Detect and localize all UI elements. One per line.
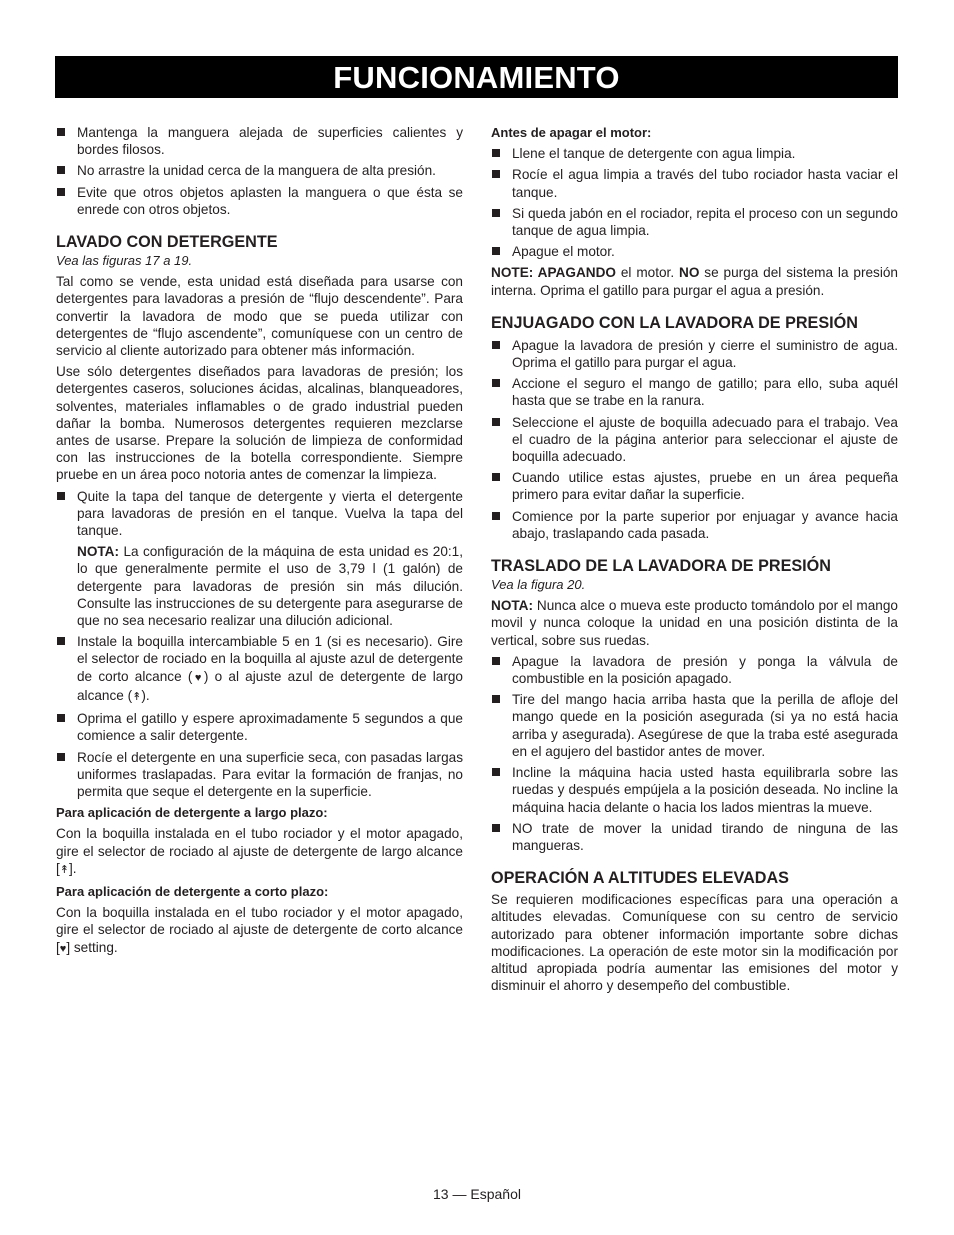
page-number: 13 — Español bbox=[433, 1186, 521, 1202]
figure-reference: Vea las figuras 17 a 19. bbox=[56, 253, 193, 269]
note-paragraph bbox=[491, 264, 898, 298]
section-heading-lavado: LAVADO CON DETERGENTE bbox=[56, 233, 278, 252]
paragraph: Use sólo detergentes diseñados para lavadoras de presión; los detergentes caseros, soluciones ácidas, alcalinas, blanqueadores, solventes, materiales inflamables o de grado industrial pueden dañar la bomba. Numerosos detergentes requieren mezclarse antes de usarse. Prepare la solución de limpieza de conformidad con las instrucciones de la botella correspondiente. Siempre pruebe en un área poco notoria antes de comenzar la limpieza. bbox=[56, 364, 463, 483]
list-item: Seleccione el ajuste de boquilla adecuado para el trabajo. Vea el cuadro de la página anterior para seleccionar el ajuste de boquilla adecuado. bbox=[491, 414, 898, 466]
lavado-bullet-list bbox=[56, 488, 463, 540]
list-item-text: ) o al ajuste azul de detergente de largo alcance ( bbox=[77, 668, 463, 703]
section-heading-enjuagado: ENJUAGADO CON LA LAVADORA DE PRESIÓN bbox=[491, 313, 858, 332]
list-item: Oprima el gatillo y espere aproximadamente 5 segundos a que comience a salir detergente. bbox=[56, 710, 463, 744]
page-title: FUNCIONAMIENTO bbox=[55, 56, 898, 98]
list-item: Comience por la parte superior por enjuagar y avance hacia abajo, traslapando cada pasada. bbox=[491, 508, 898, 542]
note-emphasis: NO bbox=[679, 265, 700, 281]
note-label: NOTE: APAGANDO bbox=[491, 265, 616, 281]
list-item: Rocíe el detergente en una superficie seca, con pasadas largas uniformes traslapadas. Para evitar la formación de franjas, no permita que seque el detergente en la superficie. bbox=[56, 749, 463, 801]
left-column bbox=[56, 124, 463, 962]
note-label: NOTA: bbox=[77, 544, 120, 560]
paragraph: Tal como se vende, esta unidad está diseñada para usarse con detergentes para lavadoras a presión de “flujo descendente”. Para convertir la lavadora de modo que se pueda utilizar con detergentes de “flujo ascendente”, comuníquese con un centro de servicio al cliente autorizado para obtener más información. bbox=[56, 274, 463, 359]
subheading-antes: Antes de apagar el motor: bbox=[491, 125, 652, 140]
enjuagado-bullet-list bbox=[491, 337, 898, 542]
paragraph-text: Con la boquilla instalada en el tubo rociador y el motor apagado, gire el selector de rociado al ajuste de detergente de corto alcance [ bbox=[56, 905, 463, 955]
paragraph-text: ] setting. bbox=[66, 939, 118, 955]
note-text: La configuración de la máquina de esta unidad es 20:1, lo que generalmente permite el uso de 3,79 l (1 galón) de detergente para lavadoras de presión sin más dilución. Consulte las instrucciones de su detergente para asegurarse de que no sea necesario realizar una dilución adicional. bbox=[77, 544, 464, 629]
list-item: NO trate de mover la unidad tirando de ninguna de las mangueras. bbox=[491, 820, 898, 854]
short-range-detergent-icon: ♥ bbox=[59, 942, 67, 955]
right-column bbox=[491, 124, 898, 998]
note-text: el motor. bbox=[615, 265, 679, 281]
list-item bbox=[56, 488, 463, 540]
list-item-text: Quite la tapa del tanque de detergente y vierta el detergente para lavadoras de presión en el tanque. Vuelva la tapa del tanque. bbox=[77, 488, 463, 539]
intro-bullet-list bbox=[56, 124, 463, 218]
list-item: Rocíe el agua limpia a través del tubo rociador hasta vaciar el tanque. bbox=[491, 166, 898, 200]
list-item: Llene el tanque de detergente con agua limpia. bbox=[491, 145, 898, 162]
section-heading-traslado: TRASLADO DE LA LAVADORA DE PRESIÓN bbox=[491, 557, 831, 576]
list-item: Incline la máquina hacia usted hasta equilibrarla sobre las ruedas y después empújela a la posición deseada. No incline la máquina hacia delante o hacia los lados mientras la mueve. bbox=[491, 764, 898, 816]
note-text: Nunca alce o mueva este producto tomándolo por el mango movil y nunca coloque la unidad en una posición distinta de la vertical, sobre sus ruedas. bbox=[491, 598, 898, 648]
list-item: Apague el motor. bbox=[491, 243, 898, 260]
list-item: Si queda jabón en el rociador, repita el proceso con un segundo tanque de agua limpia. bbox=[491, 205, 898, 239]
long-range-detergent-icon: ↟ bbox=[59, 863, 69, 876]
list-item: Mantenga la manguera alejada de superficies calientes y bordes filosos. bbox=[56, 124, 463, 158]
figure-reference: Vea la figura 20. bbox=[491, 577, 586, 593]
short-range-detergent-icon: ♥ bbox=[192, 671, 204, 684]
note-text: se purga del sistema la presión interna. Oprima el gatillo para purgar el agua a presión. bbox=[491, 265, 898, 298]
paragraph-text: ]. bbox=[69, 860, 77, 876]
list-item: Tire del mango hacia arriba hasta que la perilla de afloje del mango quede en la posición asegurada (si ya no está hacia arriba y asegurada). Asegúrese de que la traba esté asegurada en el agujero del bastidor antes de mover. bbox=[491, 691, 898, 760]
list-item: Cuando utilice estas ajustes, pruebe en un área pequeña primero para evitar dañar la superficie. bbox=[491, 469, 898, 503]
subheading-short-range: Para aplicación de detergente a corto plazo: bbox=[56, 883, 329, 899]
note-paragraph bbox=[56, 543, 463, 629]
list-item-text: Instale la boquilla intercambiable 5 en 1 (si es necesario). Gire el selector de rociado en la boquilla al ajuste azul de detergente de corto alcance ( bbox=[77, 634, 463, 684]
paragraph bbox=[56, 904, 463, 958]
long-range-detergent-icon: ↟ bbox=[132, 690, 142, 703]
list-item: Accione el seguro el mango de gatillo; para ello, suba aquél hasta que se trabe en la ranura. bbox=[491, 375, 898, 409]
list-item-text: ). bbox=[141, 687, 150, 703]
paragraph-text: Con la boquilla instalada en el tubo rociador y el motor apagado, gire el selector de rociado al ajuste de detergente de largo alcance [ bbox=[56, 826, 463, 876]
note-label: NOTA: bbox=[491, 598, 534, 614]
list-item: Apague la lavadora de presión y ponga la válvula de combustible en la posición apagado. bbox=[491, 653, 898, 687]
list-item: Evite que otros objetos aplasten la manguera o que ésta se enrede con otros objetos. bbox=[56, 184, 463, 218]
section-heading-altitud: OPERACIÓN A ALTITUDES ELEVADAS bbox=[491, 869, 789, 888]
paragraph bbox=[56, 825, 463, 879]
list-item: Apague la lavadora de presión y cierre el suministro de agua. Oprima el gatillo para purgar el agua. bbox=[491, 337, 898, 371]
paragraph: Se requieren modificaciones específicas para una operación a altitudes elevadas. Comuníquese con su centro de servicio autorizado para obtener información importante sobre dichas modificaciones. La operación de este motor sin la modificación por altitud apropiada podría aumentar las emisiones del motor y disminuir el ahorro y desempeño del combustible. bbox=[491, 892, 898, 994]
lavado-bullet-list-2 bbox=[56, 633, 463, 800]
traslado-bullet-list bbox=[491, 653, 898, 854]
list-item bbox=[56, 633, 463, 706]
list-item: No arrastre la unidad cerca de la manguera de alta presión. bbox=[56, 162, 463, 179]
subheading-long-range: Para aplicación de detergente a largo plazo: bbox=[56, 805, 328, 821]
antes-bullet-list bbox=[491, 145, 898, 260]
note-paragraph bbox=[491, 597, 898, 649]
